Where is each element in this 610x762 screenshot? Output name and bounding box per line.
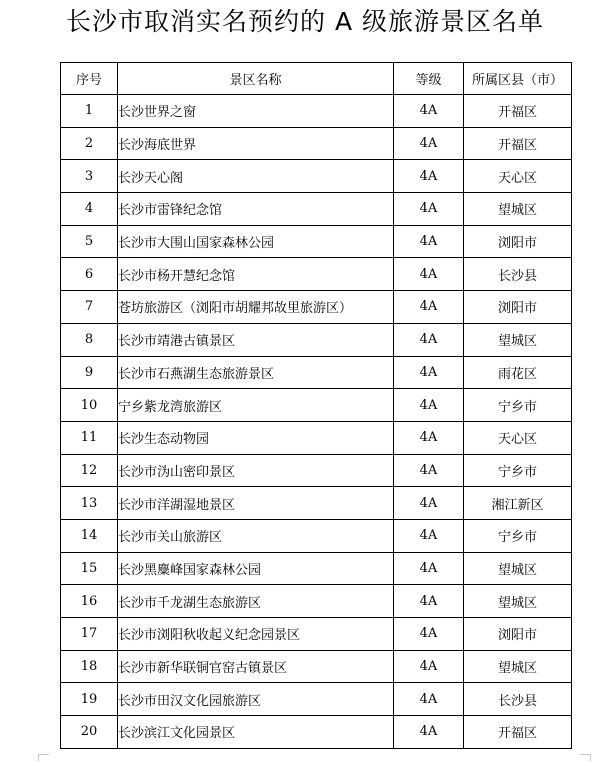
page-corner-mark-left [38, 754, 49, 761]
table-row [61, 160, 572, 193]
table-row [61, 552, 572, 585]
table-row [61, 716, 572, 749]
cell-level: 4A [394, 356, 464, 389]
cell-district: 湘江新区 [464, 487, 572, 520]
cell-index: 16 [61, 585, 118, 618]
cell-district: 望城区 [464, 585, 572, 618]
cell-scenic-name: 长沙市杨开慧纪念馆 [118, 258, 394, 291]
cell-level: 4A [394, 389, 464, 422]
cell-level: 4A [394, 650, 464, 683]
cell-scenic-name: 长沙海底世界 [118, 127, 394, 160]
cell-scenic-name: 长沙市大围山国家森林公园 [118, 225, 394, 258]
cell-district: 天心区 [464, 421, 572, 454]
cell-level: 4A [394, 454, 464, 487]
table-row [61, 193, 572, 226]
cell-level: 4A [394, 258, 464, 291]
document-title: 长沙市取消实名预约的 A 级旅游景区名单 [66, 7, 544, 36]
table-row [61, 389, 572, 422]
cell-scenic-name: 长沙市关山旅游区 [118, 519, 394, 552]
table-row [61, 519, 572, 552]
table-row [61, 454, 572, 487]
table-row [61, 127, 572, 160]
cell-district: 开福区 [464, 95, 572, 128]
cell-district: 望城区 [464, 650, 572, 683]
cell-scenic-name: 长沙黑麋峰国家森林公园 [118, 552, 394, 585]
cell-index: 1 [61, 95, 118, 128]
cell-index: 9 [61, 356, 118, 389]
page-corner-mark-right [580, 754, 591, 761]
cell-level: 4A [394, 585, 464, 618]
cell-level: 4A [394, 683, 464, 716]
column-header-index: 序号 [61, 63, 118, 95]
cell-level: 4A [394, 160, 464, 193]
cell-district: 浏阳市 [464, 225, 572, 258]
cell-index: 6 [61, 258, 118, 291]
cell-district: 开福区 [464, 716, 572, 749]
cell-district: 望城区 [464, 552, 572, 585]
cell-index: 7 [61, 291, 118, 324]
cell-district: 浏阳市 [464, 618, 572, 651]
cell-district: 长沙县 [464, 683, 572, 716]
cell-scenic-name: 长沙市石燕湖生态旅游景区 [118, 356, 394, 389]
cell-level: 4A [394, 193, 464, 226]
table-body [61, 95, 572, 749]
cell-index: 19 [61, 683, 118, 716]
cell-scenic-name: 长沙世界之窗 [118, 95, 394, 128]
cell-level: 4A [394, 716, 464, 749]
table-row [61, 291, 572, 324]
cell-level: 4A [394, 421, 464, 454]
table-header-row [61, 63, 572, 95]
cell-district: 宁乡市 [464, 454, 572, 487]
cell-scenic-name: 长沙市洋湖湿地景区 [118, 487, 394, 520]
table-row [61, 650, 572, 683]
table-row [61, 618, 572, 651]
cell-level: 4A [394, 487, 464, 520]
cell-scenic-name: 长沙生态动物园 [118, 421, 394, 454]
cell-level: 4A [394, 95, 464, 128]
cell-index: 20 [61, 716, 118, 749]
cell-index: 10 [61, 389, 118, 422]
cell-district: 宁乡市 [464, 519, 572, 552]
cell-level: 4A [394, 291, 464, 324]
cell-scenic-name: 长沙市田汉文化园旅游区 [118, 683, 394, 716]
column-header-name: 景区名称 [118, 63, 394, 95]
cell-scenic-name: 宁乡紫龙湾旅游区 [118, 389, 394, 422]
cell-scenic-name: 长沙市浏阳秋收起义纪念园景区 [118, 618, 394, 651]
cell-scenic-name: 长沙滨江文化园景区 [118, 716, 394, 749]
column-header-district: 所属区县（市） [464, 63, 572, 95]
cell-index: 2 [61, 127, 118, 160]
cell-index: 14 [61, 519, 118, 552]
cell-district: 开福区 [464, 127, 572, 160]
cell-index: 4 [61, 193, 118, 226]
cell-index: 3 [61, 160, 118, 193]
cell-level: 4A [394, 225, 464, 258]
cell-index: 18 [61, 650, 118, 683]
cell-index: 15 [61, 552, 118, 585]
table-row [61, 225, 572, 258]
table-row [61, 585, 572, 618]
cell-index: 5 [61, 225, 118, 258]
cell-district: 长沙县 [464, 258, 572, 291]
cell-level: 4A [394, 127, 464, 160]
table-row [61, 683, 572, 716]
cell-index: 11 [61, 421, 118, 454]
cell-index: 17 [61, 618, 118, 651]
table-row [61, 95, 572, 128]
cell-level: 4A [394, 323, 464, 356]
table-row [61, 356, 572, 389]
scenic-area-table [60, 62, 572, 749]
table-row [61, 487, 572, 520]
cell-district: 宁乡市 [464, 389, 572, 422]
cell-index: 13 [61, 487, 118, 520]
cell-district: 望城区 [464, 193, 572, 226]
table-row [61, 421, 572, 454]
cell-scenic-name: 长沙市千龙湖生态旅游区 [118, 585, 394, 618]
cell-index: 12 [61, 454, 118, 487]
cell-scenic-name: 长沙市靖港古镇景区 [118, 323, 394, 356]
cell-scenic-name: 长沙市新华联铜官窑古镇景区 [118, 650, 394, 683]
cell-level: 4A [394, 519, 464, 552]
cell-scenic-name: 苍坊旅游区（浏阳市胡耀邦故里旅游区） [118, 291, 394, 324]
table-row [61, 258, 572, 291]
table-row [61, 323, 572, 356]
cell-district: 浏阳市 [464, 291, 572, 324]
cell-scenic-name: 长沙市雷锋纪念馆 [118, 193, 394, 226]
cell-district: 天心区 [464, 160, 572, 193]
cell-district: 望城区 [464, 323, 572, 356]
cell-index: 8 [61, 323, 118, 356]
cell-level: 4A [394, 552, 464, 585]
cell-scenic-name: 长沙天心阁 [118, 160, 394, 193]
column-header-level: 等级 [394, 63, 464, 95]
cell-scenic-name: 长沙市沩山密印景区 [118, 454, 394, 487]
cell-level: 4A [394, 618, 464, 651]
cell-district: 雨花区 [464, 356, 572, 389]
